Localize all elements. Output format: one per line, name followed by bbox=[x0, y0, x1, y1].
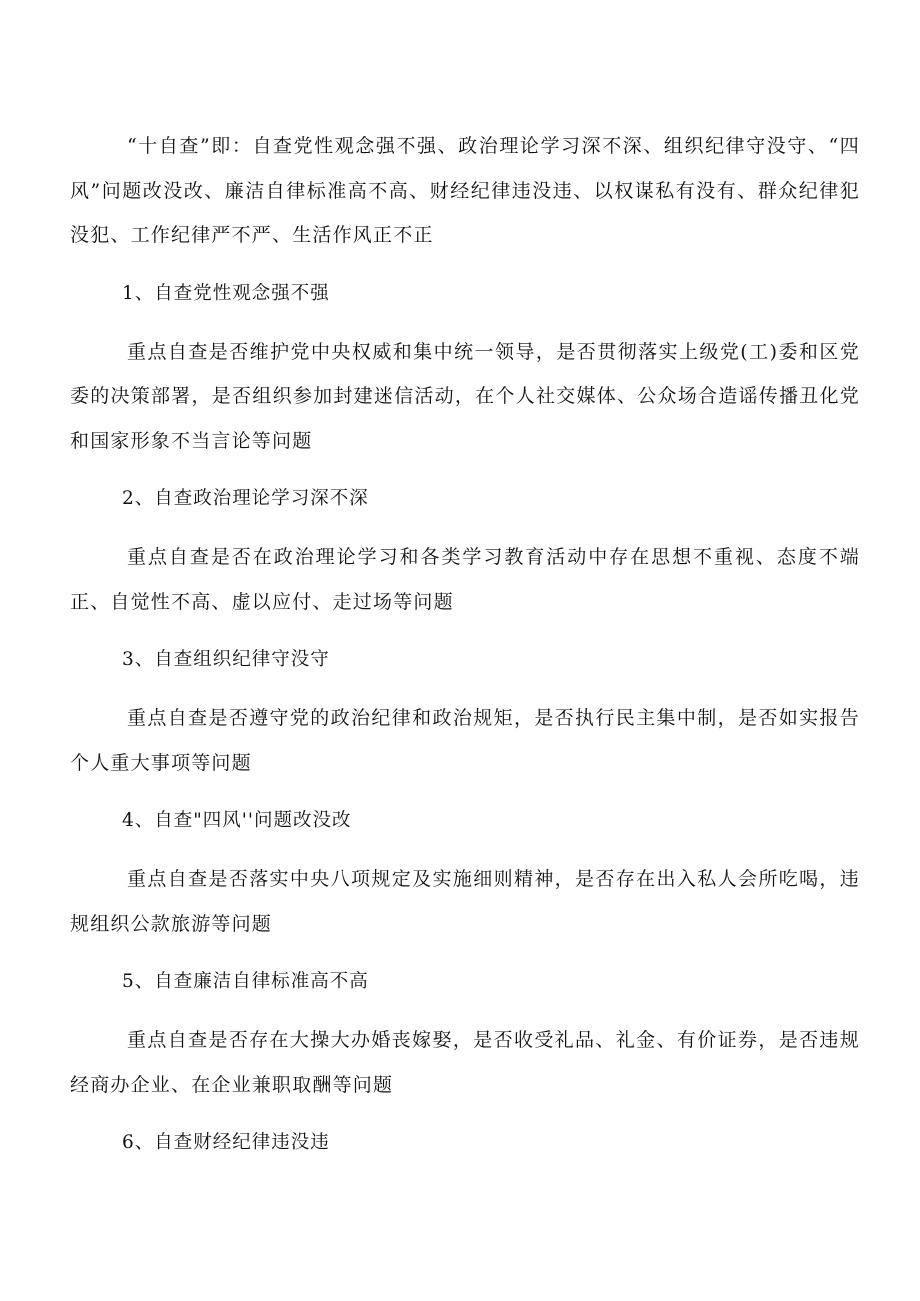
section-heading-3: 3、自查组织纪律守没守 bbox=[122, 649, 330, 670]
spacer bbox=[70, 316, 860, 330]
spacer bbox=[70, 258, 860, 272]
section-body-4: 重点自查是否落实中央八项规定及实施细则精神，是否存在出入私人会所吃喝，违规组织公款旅游等问题 bbox=[70, 868, 860, 935]
spacer bbox=[70, 521, 860, 535]
section-heading-2: 2、自查政治理论学习深不深 bbox=[122, 488, 369, 509]
section-body-1: 重点自查是否维护党中央权威和集中统一领导，是否贯彻落实上级党(工)委和区党委的决策部署，是否组织参加封建迷信活动，在个人社交媒体、公众场合造谣传播丑化党和国家形象不当言论等问题 bbox=[70, 340, 860, 452]
section-body-3: 重点自查是否遵守党的政治纪律和政治规矩，是否执行民主集中制，是否如实报告个人重大事项等问题 bbox=[70, 707, 860, 774]
spacer bbox=[70, 843, 860, 857]
section-heading-1: 1、自查党性观念强不强 bbox=[122, 282, 330, 304]
section-heading-5: 5、自查廉洁自律标准高不高 bbox=[122, 971, 369, 992]
section-heading-6: 6、自查财经纪律违没违 bbox=[122, 1132, 330, 1153]
spacer bbox=[70, 946, 860, 960]
section-heading-4: 4、自查"四风''问题改没改 bbox=[122, 810, 352, 831]
spacer bbox=[70, 1107, 860, 1121]
spacer bbox=[70, 785, 860, 799]
section-body-2: 重点自查是否在政治理论学习和各类学习教育活动中存在思想不重视、态度不端正、自觉性不高、虚以应付、走过场等问题 bbox=[70, 546, 860, 613]
spacer bbox=[70, 463, 860, 477]
spacer bbox=[70, 624, 860, 638]
intro-paragraph: “十自查”即：自查党性观念强不强、政治理论学习深不深、组织纪律守没守、“四风”问题改没改、廉洁自律标准高不高、财经纪律违没违、以权谋私有没有、群众纪律犯没犯、工作纪律严不严、生活作风正不正 bbox=[70, 135, 860, 246]
section-body-5: 重点自查是否存在大操大办婚丧嫁娶，是否收受礼品、礼金、有价证券，是否违规经商办企业、在企业兼职取酬等问题 bbox=[70, 1029, 860, 1096]
spacer bbox=[70, 1004, 860, 1018]
spacer bbox=[70, 682, 860, 696]
document-body bbox=[70, 124, 860, 1165]
